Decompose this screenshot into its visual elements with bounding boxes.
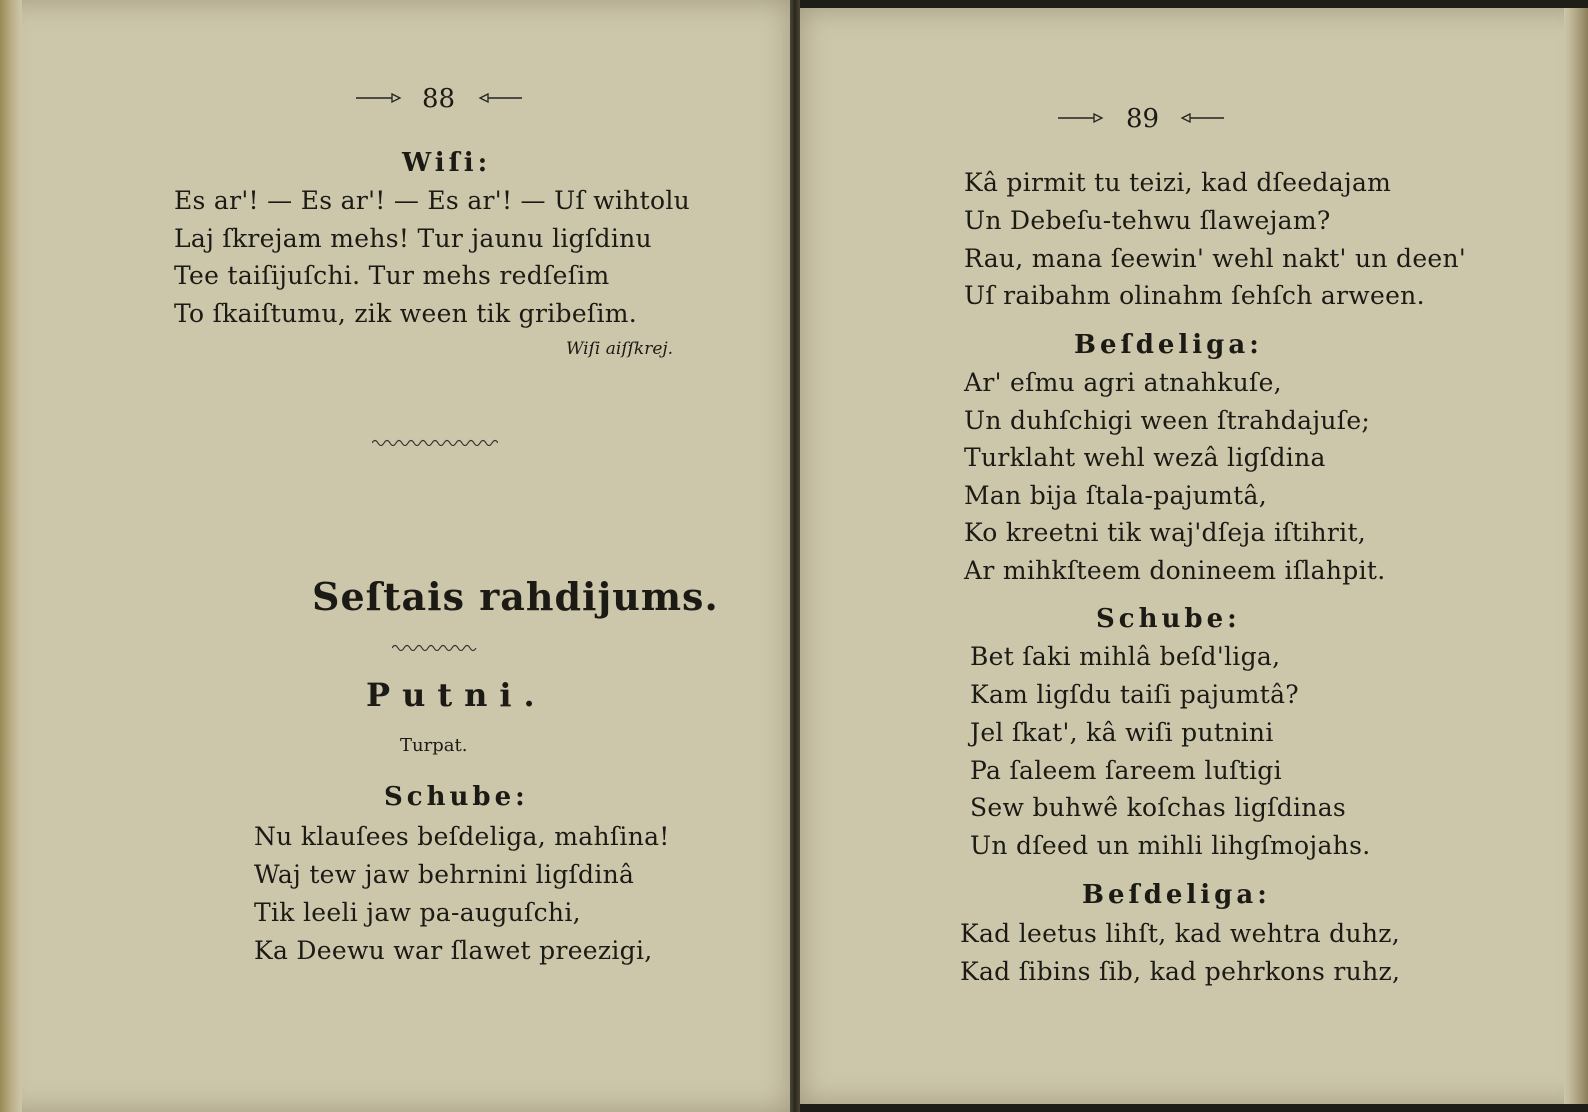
section-title: Seſtais rahdijums. (312, 574, 719, 619)
verse-line: Laj ſkrejam mehs! Tur jaunu ligſdinu (174, 224, 652, 253)
verse-line: Un dſeed un mihli lihgſmojahs. (970, 831, 1371, 860)
verse-line: Kâ pirmit tu teizi, kad dſeedajam (964, 168, 1392, 197)
verse-line: Es ar'! — Es ar'! — Es ar'! — Uſ wihtolu (174, 186, 691, 215)
left-page (0, 0, 790, 1112)
verse-line: Uſ raibahm olinahm ſehſch arween. (964, 281, 1425, 310)
verse-line: Ka Deewu war ſlawet preezigi, (254, 936, 653, 965)
left-ornament-icon (1058, 112, 1104, 124)
verse-line: Waj tew jaw behrnini ligſdinâ (254, 860, 635, 889)
verse-line: Un duhſchigi ween ſtrahdajuſe; (964, 406, 1371, 435)
verse-line: Rau, mana ſeewin' wehl nakt' un deen' (964, 244, 1467, 273)
verse-line: Kad ſibins ſib, kad pehrkons ruhz, (960, 957, 1401, 986)
verse-line: To ſkaiſtumu, zik ween tik gribeſim. (174, 299, 638, 328)
verse-line: Nu klauſees beſdeliga, mahſina! (254, 822, 670, 851)
speaker-label: Schube: (1096, 604, 1241, 634)
verse-line: Pa ſaleem ſareem luſtigi (970, 756, 1282, 785)
speaker-label: Wiſi: (402, 148, 492, 178)
verse-line: Un Debeſu-tehwu ſlawejam? (964, 206, 1331, 235)
verse-line: Ar mihkſteem donineem iſlahpit. (964, 556, 1386, 585)
verse-line: Ar' eſmu agri atnahkuſe, (964, 368, 1282, 397)
speaker-label: Schube: (384, 782, 529, 812)
verse-line: Tik leeli jaw pa-auguſchi, (254, 898, 581, 927)
right-ornament-icon (478, 92, 524, 104)
small-wavy-divider-icon (392, 643, 478, 653)
wavy-divider-icon (372, 438, 498, 448)
verse-line: Tee taiſijuſchi. Tur mehs redſeſim (174, 261, 610, 290)
speaker-label: Beſdeliga: (1082, 880, 1271, 910)
verse-line: Jel ſkat', kâ wiſi putnini (970, 718, 1274, 747)
verse-line: Kad leetus lihſt, kad wehtra duhz, (960, 919, 1400, 948)
book-gutter (790, 0, 800, 1112)
stage-note: Turpat. (400, 735, 468, 756)
right-page (800, 8, 1588, 1104)
scene-title: Putni. (366, 676, 547, 714)
verse-line: Bet ſaki mihlâ beſd'liga, (970, 642, 1281, 671)
stage-direction: Wiſi aiſſkrej. (566, 339, 674, 359)
left-ornament-icon (356, 92, 402, 104)
verse-line: Kam ligſdu taiſi pajumtâ? (970, 680, 1299, 709)
speaker-label: Beſdeliga: (1074, 330, 1263, 360)
verse-line: Sew buhwê koſchas ligſdinas (970, 793, 1347, 822)
verse-line: Man bija ſtala-pajumtâ, (964, 481, 1267, 510)
page-number: 89 (1126, 104, 1160, 134)
verse-line: Ko kreetni tik waj'dſeja iſtihrit, (964, 518, 1367, 547)
right-ornament-icon (1180, 112, 1226, 124)
page-number: 88 (422, 84, 456, 114)
verse-line: Turklaht wehl wezâ ligſdina (964, 443, 1326, 472)
